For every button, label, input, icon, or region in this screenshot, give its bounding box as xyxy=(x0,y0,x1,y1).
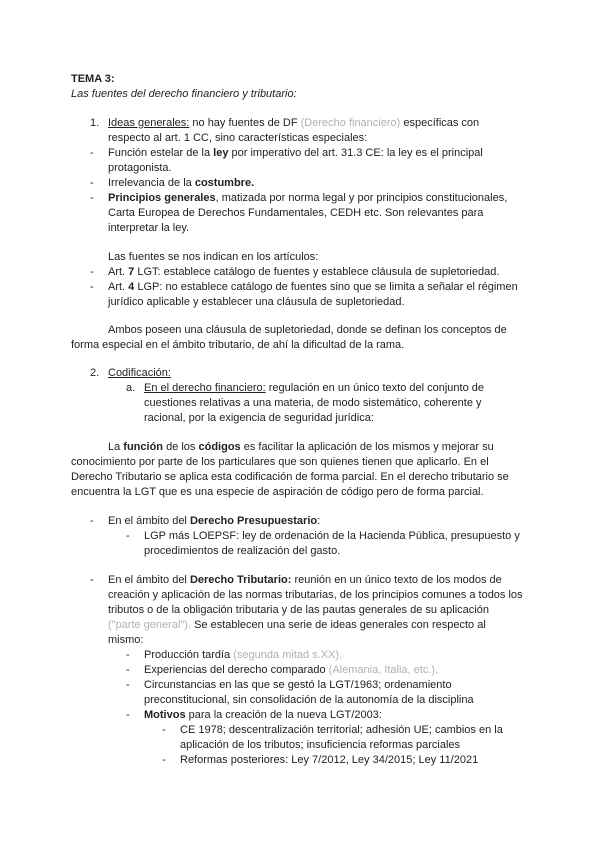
gray-note: (Derecho financiero) xyxy=(300,117,401,129)
list-item-cont: interpretar la ley. xyxy=(108,222,190,234)
sub-sub-item: CE 1978; descentralización territorial; adhesión UE; cambios en la xyxy=(180,724,503,736)
list-item-cont: creación y aplicación de las normas tributarias, de los principios comunes a todos los xyxy=(108,589,523,601)
dash-bullet: - xyxy=(162,724,166,736)
gray-note: (Alemania, Italia, etc.). xyxy=(328,664,439,676)
page-title: TEMA 3: xyxy=(71,73,115,85)
list-item-cont: ("parte general"). Se establecen una serie de ideas generales con respecto al xyxy=(108,619,486,631)
paragraph-cont: conocimiento por parte de los particulares que son quienes tienen que aplicarlo. En el xyxy=(71,456,489,468)
list-item: En el ámbito del Derecho Presupuestario: xyxy=(108,515,321,527)
list-item-cont: mismo: xyxy=(108,634,144,646)
dash-bullet: - xyxy=(90,266,94,278)
dash-bullet: - xyxy=(126,530,130,542)
sub-item: En el derecho financiero: regulación en un único texto del conjunto de xyxy=(144,382,485,394)
dash-bullet: - xyxy=(126,709,130,721)
sub-sub-item-cont: aplicación de los tributos; insuficiencia reformas parciales xyxy=(180,739,461,751)
paragraph-cont: forma especial en el ámbito tributario, de ahí la dificultad de la rama. xyxy=(71,339,405,351)
list-item: Función estelar de la ley por imperativo del art. 31.3 CE: la ley es el principal xyxy=(108,147,483,159)
sub-item-cont: procedimientos de realización del gasto. xyxy=(144,545,341,557)
sub-item: LGP más LOEPSF: ley de ordenación de la Hacienda Pública, presupuesto y xyxy=(144,530,520,542)
page-subtitle: Las fuentes del derecho financiero y tributario: xyxy=(71,88,297,100)
list-item-cont: protagonista. xyxy=(108,162,172,174)
sub-item-cont: cuestiones relativas a una materia, de modo sistemático, coherente y xyxy=(144,397,482,409)
dash-bullet: - xyxy=(90,281,94,293)
list-item: Art. 4 LGP: no establece catálogo de fuentes sino que se limita a señalar el régimen xyxy=(108,281,518,293)
list-item: Irrelevancia de la costumbre. xyxy=(108,177,255,189)
letter-marker: a. xyxy=(126,382,136,394)
section-number: 2. xyxy=(90,367,100,379)
paragraph-cont: Derecho Tributario se aplica esta codificación de forma parcial. En el derecho tributario se xyxy=(71,471,509,483)
sub-item: Motivos para la creación de la nueva LGT/2003: xyxy=(144,709,382,721)
list-item-cont: jurídico aplicable y establecer una cláusula de supletoriedad. xyxy=(108,296,405,308)
dash-bullet: - xyxy=(126,649,130,661)
paragraph-cont: encuentra la LGT que es una especie de aspiración de código pero de forma parcial. xyxy=(71,486,484,498)
section-1-line-1: Ideas generales: no hay fuentes de DF (Derecho financiero) específicas con xyxy=(108,117,480,129)
list-item: Principios generales, matizada por norma legal y por principios constitucionales, xyxy=(108,192,508,204)
dash-bullet: - xyxy=(90,177,94,189)
paragraph: Las fuentes se nos indican en los artículos: xyxy=(108,251,319,263)
dash-bullet: - xyxy=(162,754,166,766)
paragraph: La función de los códigos es facilitar la aplicación de los mismos y mejorar su xyxy=(108,441,494,453)
sub-item-cont: preconstitucional, sin consolidación de la autonomía de la disciplina xyxy=(144,694,474,706)
gray-note: (segunda mitad s.XX). xyxy=(233,649,343,661)
section-1-line-2: respecto al art. 1 CC, sino características especiales: xyxy=(108,132,368,144)
section-label: Codificación: xyxy=(108,367,171,379)
list-item-cont: Carta Europea de Derechos Fundamentales, CEDH etc. Son relevantes para xyxy=(108,207,484,219)
list-item: Art. 7 LGT: establece catálogo de fuentes y establece cláusula de supletoriedad. xyxy=(108,266,500,278)
dash-bullet: - xyxy=(126,679,130,691)
sub-sub-item: Reformas posteriores: Ley 7/2012, Ley 34/2015; Ley 11/2021 xyxy=(180,754,479,766)
sub-item: Experiencias del derecho comparado (Alemania, Italia, etc.). xyxy=(144,664,439,676)
sub-item: Producción tardía (segunda mitad s.XX). xyxy=(144,649,343,661)
dash-bullet: - xyxy=(90,515,94,527)
sub-item-cont: racional, por la exigencia de seguridad jurídica: xyxy=(144,412,374,424)
sub-item: Circunstancias en las que se gestó la LGT/1963; ordenamiento xyxy=(144,679,452,691)
list-item: En el ámbito del Derecho Tributario: reunión en un único texto de los modos de xyxy=(108,574,502,586)
paragraph: Ambos poseen una cláusula de supletoriedad, donde se definan los conceptos de xyxy=(108,324,507,336)
dash-bullet: - xyxy=(90,147,94,159)
dash-bullet: - xyxy=(126,664,130,676)
gray-note: ("parte general"). xyxy=(108,619,192,631)
section-label: Ideas generales: xyxy=(108,117,190,129)
section-number: 1. xyxy=(90,117,100,129)
dash-bullet: - xyxy=(90,192,94,204)
dash-bullet: - xyxy=(90,574,94,586)
list-item-cont: tributos o de la obligación tributaria y de las pautas generales de su aplicación xyxy=(108,604,489,616)
